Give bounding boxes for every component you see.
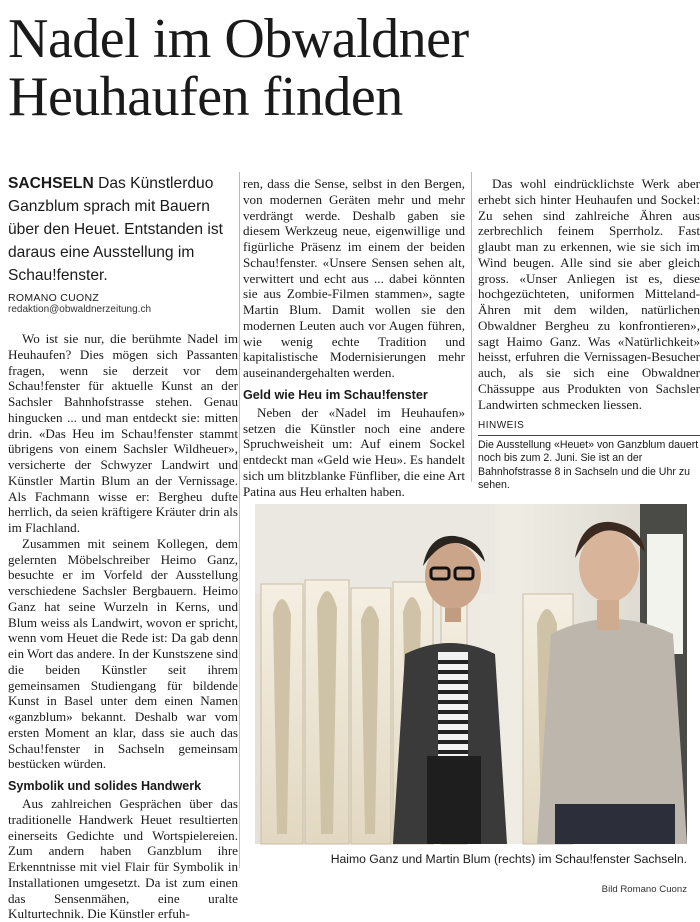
hint-text: Die Ausstellung «Heuet» von Ganzblum dauert noch bis zum 2. Juni. Sie ist an der Bahnhofstrasse 8 in Sachseln und die Uhr zu sehen. [478, 439, 699, 491]
article-column-3 [478, 176, 700, 412]
column-divider-2 [471, 172, 472, 482]
lead-kicker: SACHSELN [8, 175, 94, 192]
photo-caption: Haimo Ganz und Martin Blum (rechts) im Schau!fenster Sachseln. [330, 852, 687, 866]
lead-text: Das Künstlerduo Ganzblum sprach mit Bauern über den Heuet. Entstanden ist daraus eine Ausstellung im Schau!fenster. [8, 175, 223, 284]
photo-illustration [255, 504, 687, 844]
byline [8, 292, 230, 316]
hint-header: HINWEIS [478, 420, 700, 436]
headline-line-2: Heuhaufen finden [8, 66, 403, 128]
author-name: ROMANO CUONZ [8, 292, 100, 304]
column2-paragraph-2: Neben der «Nadel im Heuhaufen» setzen die Künstler noch eine andere Spruchweisheit um: Auf einem Sockel entdeckt man «Geld wie Heu». Es handelt sich um blitzblanke Fünfliber, die eine Art Patina aus Heu erhalten haben. [243, 404, 465, 499]
headline-line-1: Nadel im Obwaldner [8, 8, 469, 70]
article-column-1 [8, 331, 238, 922]
lead-paragraph [8, 172, 230, 287]
headline [8, 10, 698, 126]
photo-credit: Bild Romano Cuonz [601, 884, 687, 895]
column1-paragraph-3: Aus zahlreichen Gesprächen über das traditionelle Handwerk Heuet resultierten einerseits Gedichte und Wortspielereien. Zum andern haben Ganzblum ihre Erkenntnisse mit viel Flair für Symbolik in Installationen umgesetzt. Da ist zum einen das Sensenmähen, eine uralte Kulturtechnik. Die Künstler erfuh- [8, 796, 238, 922]
hint-box [478, 420, 700, 492]
column3-paragraph-1: Das wohl eindrücklichste Werk aber erhebt sich hinter Heuhaufen und Sockel: Zu sehen sind zahlreiche Ähren aus zerbrechlich feinem Sperrholz. Fast glaubt man zu erkennen, wie sie sich im Wind beugen. Alle sind sie aber gleich gross. «Unser Anliegen ist es, diese hochgezüchteten, uniformen Mitteland-Ähren mit dem wilden, natürlichen Obwaldner Bergheu zu konfrontieren», sagt Haimo Ganz. Was «Natürlichkeit» heisst, erfuhren die Vernissagen-Besucher auch, als sie sich eine Obwaldner Chässuppe aus Produkten von Sachsler Landwirten schmecken liessen. [478, 176, 700, 412]
author-email: redaktion@obwaldnerzeitung.ch [8, 304, 152, 315]
column1-paragraph-2: Zusammen mit seinem Kollegen, dem gelernten Möbelschreiber Heimo Ganz, besuchte er im Vorfeld der Ausstellung verschiedene Sachsler Bergbauern. Heimo Ganz hat seine Wurzeln in Kerns, und Blum weiss als Landwirt, wovon er spricht, wenn vom Heuet die Rede ist: Da gab denn ein Wort das andere. In der Kunstszene sind die beiden Künstler seit ihrem gemeinsamen Studiengang für bildende Kunst in Basel unter dem einen Namen «ganzblum» bekannt. Deshalb war vom ersten Moment an klar, dass sie auch das Schau!fenster in Sachseln gemeinsam bestücken würden. [8, 535, 238, 772]
column2-subhead: Geld wie Heu im Schau!fenster [243, 387, 428, 402]
column2-paragraph-1: ren, dass die Sense, selbst in den Bergen, von modernen Geräten mehr und mehr verdrängt werde. Deshalb gaben sie diesem Werkzeug neue, eigenwillige und figürliche Präsenz im einem der beiden Schau!fenster. «Unsere Sensen sehen alt, verwittert und echt aus ... dabei könnten sie aus Zombie-Filmen stammen», sagte Martin Blum. Damit wollen sie den modernen Leuten auch vor Augen führen, wie wenig echte Tradition und kapitalistische Modernisierungen mehr auseinandergehalten werden. [243, 176, 465, 380]
column-divider-1 [239, 172, 240, 868]
column1-paragraph-1: Wo ist sie nur, die berühmte Nadel im Heuhaufen? Dies mögen sich Passanten fragen, wenn sie derzeit vor dem Schau!fenster für aktuelle Kunst an der Sachsler Bahnhofstrasse stehen. Genau hingucken ... und man entdeckt sie: mitten drin. «Das Heu im Schau!fenster stammt übrigens von einem Sachsler Wildheuer», versicherte der Schwyzer Landwirt und Künstler Martin Blum an der Vernissage. Als Fachmann wisse er: Bergheu dufte herrlich, da seien kräftigere Kräuter drin als im Flachland. [8, 331, 238, 535]
article-column-2 [243, 176, 465, 499]
article-photo [255, 504, 687, 844]
column1-subhead: Symbolik und solides Handwerk [8, 779, 202, 793]
